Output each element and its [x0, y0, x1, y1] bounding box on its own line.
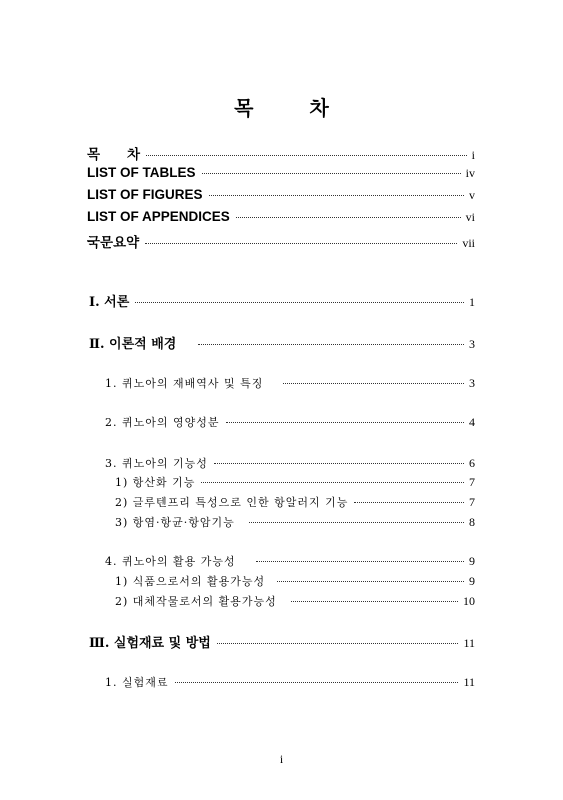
toc-subsection-2-4-1[interactable]: [115, 573, 475, 589]
title-right: 차: [309, 96, 329, 120]
toc-chapter-2[interactable]: [89, 333, 475, 352]
leader-dots: [135, 302, 464, 303]
toc-entry-page: 11: [463, 675, 475, 689]
toc-section-3-1[interactable]: [105, 674, 475, 690]
toc-entry-page: 9: [469, 554, 475, 568]
leader-dots: [226, 422, 465, 423]
toc-entry-list-of-appendices[interactable]: [87, 209, 475, 225]
toc-section-2-4[interactable]: [105, 553, 475, 569]
toc-subsection-2-3-3[interactable]: [115, 514, 475, 530]
toc-entry-label: 국문요약: [87, 235, 140, 250]
toc-entry-page: 7: [469, 475, 475, 489]
leader-dots: [236, 217, 461, 218]
toc-entry-page: 1: [469, 295, 475, 309]
toc-entry-page: 9: [469, 574, 475, 588]
toc-entry-page: i: [471, 148, 475, 162]
toc-entry-label: 1) 항산화 기능: [115, 476, 196, 489]
leader-dots: [198, 344, 464, 345]
toc-entry-page: iv: [465, 166, 475, 180]
toc-entry-korean-abstract[interactable]: [87, 231, 475, 251]
toc-entry-label: 1. 퀴노아의 재배역사 및 특징: [105, 377, 264, 390]
toc-entry-label: 2. 퀴노아의 영양성분: [105, 416, 220, 429]
toc-entry-label: Ⅱ. 이론적 배경: [89, 337, 177, 352]
toc-entry-page: 11: [463, 636, 475, 650]
toc-entry-label: 2) 대체작물로서의 활용가능성: [115, 595, 277, 608]
toc-section-2-3[interactable]: [105, 455, 475, 471]
leader-dots: [291, 601, 458, 602]
toc-entry-label: LIST OF TABLES: [87, 165, 196, 180]
toc-entry-label: 3) 항염·항균·항암기능: [115, 516, 235, 529]
toc-entry-list-of-tables[interactable]: [87, 165, 475, 181]
title-left: 목: [234, 96, 254, 120]
leader-dots: [202, 173, 461, 174]
toc-subsection-2-3-1[interactable]: [115, 474, 475, 490]
toc-entry-label: LIST OF FIGURES: [87, 187, 203, 202]
leader-dots: [217, 643, 459, 644]
toc-entry-page: 7: [469, 495, 475, 509]
toc-entry-contents[interactable]: [87, 143, 475, 163]
toc-entry-label: Ⅰ. 서론: [89, 295, 130, 310]
toc-subsection-2-3-2[interactable]: [115, 494, 475, 510]
leader-dots: [209, 195, 464, 196]
toc-entry-label: 4. 퀴노아의 활용 가능성: [105, 555, 236, 568]
toc-section-2-1[interactable]: [105, 375, 475, 391]
toc-entry-list-of-figures[interactable]: [87, 187, 475, 203]
toc-chapter-3[interactable]: [89, 632, 475, 651]
leader-dots: [145, 243, 457, 244]
toc-entry-label: 2) 글루텐프리 특성으로 인한 항알러지 기능: [115, 496, 349, 509]
leader-dots: [146, 155, 467, 156]
leader-dots: [354, 502, 464, 503]
toc-entry-page: 3: [469, 376, 475, 390]
leader-dots: [256, 561, 464, 562]
page-title: [0, 92, 563, 121]
leader-dots: [214, 463, 464, 464]
toc-entry-page: 6: [469, 456, 475, 470]
toc-entry-label: 1) 식품으로서의 활용가능성: [115, 575, 266, 588]
toc-chapter-1[interactable]: [89, 291, 475, 310]
toc-subsection-2-4-2[interactable]: [115, 593, 475, 609]
leader-dots: [277, 581, 464, 582]
leader-dots: [201, 482, 464, 483]
toc-entry-page: 10: [463, 594, 475, 608]
toc-entry-label: 1. 실험재료: [105, 676, 169, 689]
leader-dots: [249, 522, 464, 523]
toc-entry-label: 3. 퀴노아의 기능성: [105, 457, 208, 470]
toc-entry-page: vii: [462, 236, 475, 250]
toc-entry-page: v: [469, 188, 475, 202]
page-number-footer: i: [279, 752, 284, 766]
leader-dots: [283, 383, 464, 384]
toc-entry-page: vi: [465, 210, 475, 224]
toc-entry-label: 목 차: [87, 147, 141, 162]
toc-section-2-2[interactable]: [105, 414, 475, 430]
toc-entry-label: LIST OF APPENDICES: [87, 209, 230, 224]
toc-entry-page: 3: [469, 337, 475, 351]
leader-dots: [175, 682, 459, 683]
toc-entry-label: Ⅲ. 실험재료 및 방법: [89, 636, 211, 651]
toc-entry-page: 4: [469, 415, 475, 429]
toc-entry-page: 8: [469, 515, 475, 529]
